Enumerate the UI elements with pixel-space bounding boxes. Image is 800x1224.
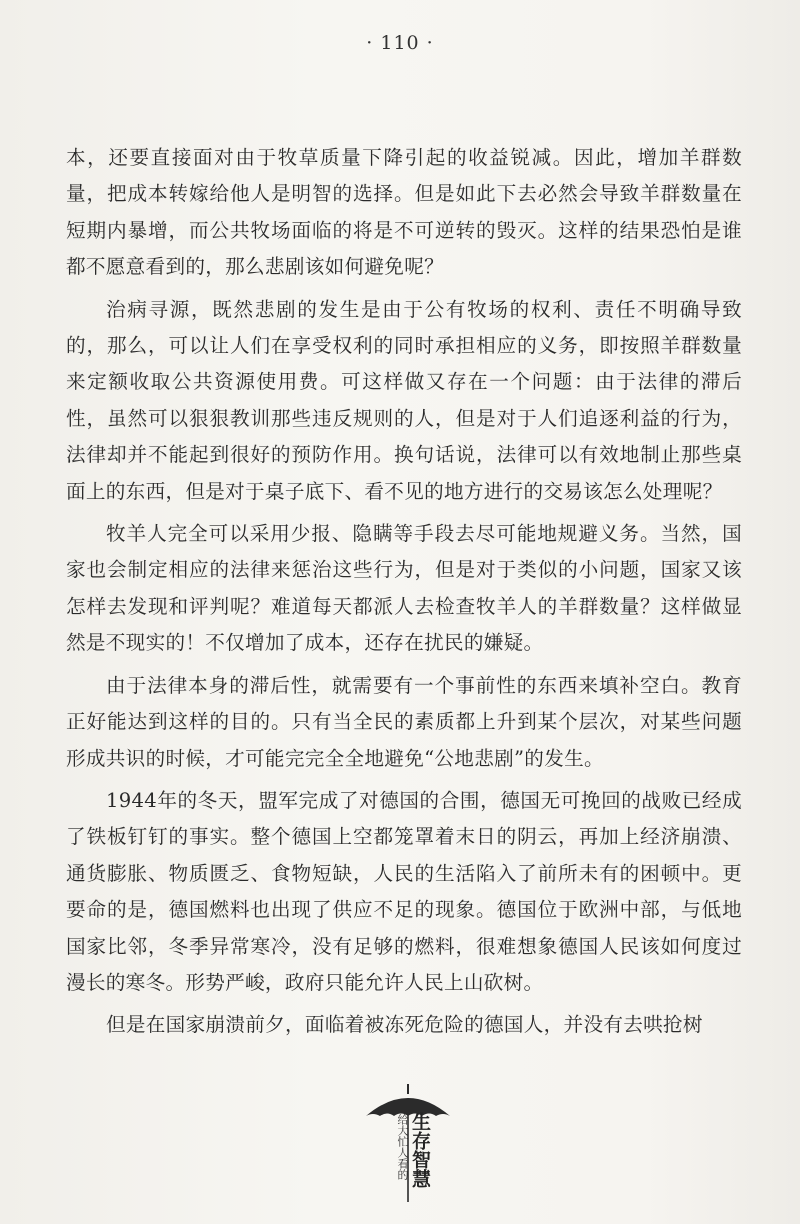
paragraph-4: 由于法律本身的滞后性，就需要有一个事前性的东西来填补空白。教育正好能达到这样的目的。只有当全民的素质都上升到某个层次，对某些问题形成共识的时候，才可能完完全全地避免“公地悲剧”的发生。 — [66, 673, 742, 770]
paragraph-3: 牧羊人完全可以采用少报、隐瞒等手段去尽可能地规避义务。当然，国家也会制定相应的法律来惩治这些行为，但是对于类似的小问题，国家又该怎样去发现和评判呢？难道每天都派人去检查牧羊人的羊群数量？这样做显然是不现实的！不仅增加了成本，还存在扰民的嫌疑。 — [66, 522, 742, 655]
paragraph-2: 治病寻源，既然悲剧的发生是由于公有牧场的权利、责任不明确导致的，那么，可以让人们在享受权利的同时承担相应的义务，即按照羊群数量来定额收取公共资源使用费。可这样做又存在一个问题：由于法律的滞后性，虽然可以狠狠教训那些违反规则的人，但是对于人们追逐利益的行为，法律却并不能起到很好的预防作用。换句话说，法律可以有效地制止那些桌面上的东西，但是对于桌子底下、看不见的地方进行的交易该怎么处理呢？ — [66, 297, 742, 503]
logo-title: 生存智慧 — [409, 1112, 431, 1188]
body-text — [66, 140, 742, 1050]
paragraph-6: 但是在国家崩溃前夕，面临着被冻死危险的德国人，并没有去哄抢树 — [106, 1013, 703, 1037]
page-number: · 110 · — [366, 32, 434, 54]
logo-subtitle: 给大忙人看的 — [396, 1114, 409, 1180]
paragraph-1: 本，还要直接面对由于牧草质量下降引起的收益锐减。因此，增加羊群数量，把成本转嫁给他人是明智的选择。但是如此下去必然会导致羊群数量在短期内暴增，而公共牧场面临的将是不可逆转的毁灭。这样的结果恐怕是谁都不愿意看到的，那么悲剧该如何避免呢？ — [66, 146, 742, 279]
paragraph-5: 1944年的冬天，盟军完成了对德国的合围，德国无可挽回的战败已经成了铁板钉钉的事实。整个德国上空都笼罩着末日的阴云，再加上经济崩溃、通货膨胀、物质匮乏、食物短缺，人民的生活陷入了前所未有的困顿中。更要命的是，德国燃料也出现了供应不足的现象。德国位于欧洲中部，与低地国家比邻，冬季异常寒冷，没有足够的燃料，很难想象德国人民该如何度过漫长的寒冬。形势严峻，政府只能允许人民上山砍树。 — [66, 788, 742, 994]
book-series-logo — [358, 1082, 478, 1212]
